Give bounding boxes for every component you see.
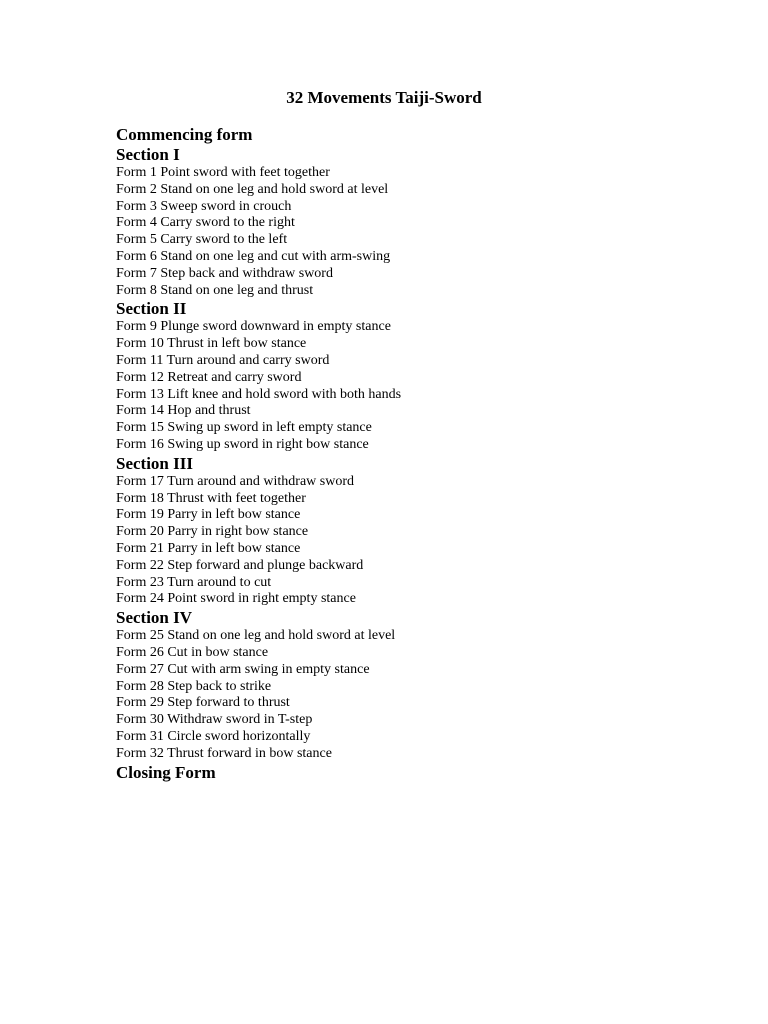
section-heading: Section III xyxy=(116,453,193,473)
form-item: Form 20 Parry in right bow stance xyxy=(116,524,309,540)
form-item: Form 18 Thrust with feet together xyxy=(116,490,306,506)
form-item: Form 15 Swing up sword in left empty stance xyxy=(116,420,372,436)
form-item: Form 9 Plunge sword downward in empty stance xyxy=(116,319,391,335)
section-heading: Section II xyxy=(116,299,187,319)
form-item: Form 24 Point sword in right empty stance xyxy=(116,591,356,607)
document-body xyxy=(116,125,716,783)
section-heading: Section IV xyxy=(116,608,193,628)
form-item: Form 11 Turn around and carry sword xyxy=(116,352,330,368)
closing-heading: Closing Form xyxy=(116,762,216,782)
form-item: Form 27 Cut with arm swing in empty stance xyxy=(116,661,370,677)
form-item: Form 16 Swing up sword in right bow stance xyxy=(116,436,369,452)
section-heading: Section I xyxy=(116,145,180,164)
form-item: Form 17 Turn around and withdraw sword xyxy=(116,473,354,489)
section-4 xyxy=(116,608,716,762)
form-item: Form 31 Circle sword horizontally xyxy=(116,728,311,744)
section-3 xyxy=(116,454,716,608)
form-item: Form 22 Step forward and plunge backward xyxy=(116,557,364,573)
form-item: Form 5 Carry sword to the left xyxy=(116,232,288,248)
form-item: Form 1 Point sword with feet together xyxy=(116,165,330,180)
form-item: Form 7 Step back and withdraw sword xyxy=(116,265,333,281)
form-item: Form 32 Thrust forward in bow stance xyxy=(116,745,332,761)
form-item: Form 3 Sweep sword in crouch xyxy=(116,198,292,214)
form-item: Form 21 Parry in left bow stance xyxy=(116,540,301,556)
form-item: Form 10 Thrust in left bow stance xyxy=(116,336,307,352)
form-item: Form 19 Parry in left bow stance xyxy=(116,507,301,523)
form-item: Form 6 Stand on one leg and cut with arm-swing xyxy=(116,248,391,264)
form-item: Form 30 Withdraw sword in T-step xyxy=(116,712,313,728)
form-item: Form 26 Cut in bow stance xyxy=(116,644,269,660)
section-2 xyxy=(116,299,716,453)
form-item: Form 14 Hop and thrust xyxy=(116,403,251,419)
form-item: Form 13 Lift knee and hold sword with both hands xyxy=(116,386,402,402)
form-item: Form 12 Retreat and carry sword xyxy=(116,369,302,385)
form-item: Form 4 Carry sword to the right xyxy=(116,215,295,231)
form-item: Form 29 Step forward to thrust xyxy=(116,695,290,711)
form-item: Form 2 Stand on one leg and hold sword at level xyxy=(116,181,389,197)
section-1 xyxy=(116,145,716,299)
opening-heading: Commencing form xyxy=(116,125,253,144)
form-item: Form 23 Turn around to cut xyxy=(116,574,272,590)
form-item: Form 25 Stand on one leg and hold sword at level xyxy=(116,628,396,644)
form-item: Form 28 Step back to strike xyxy=(116,678,272,694)
form-item: Form 8 Stand on one leg and thrust xyxy=(116,282,314,298)
document-title: 32 Movements Taiji-Sword xyxy=(286,88,482,107)
